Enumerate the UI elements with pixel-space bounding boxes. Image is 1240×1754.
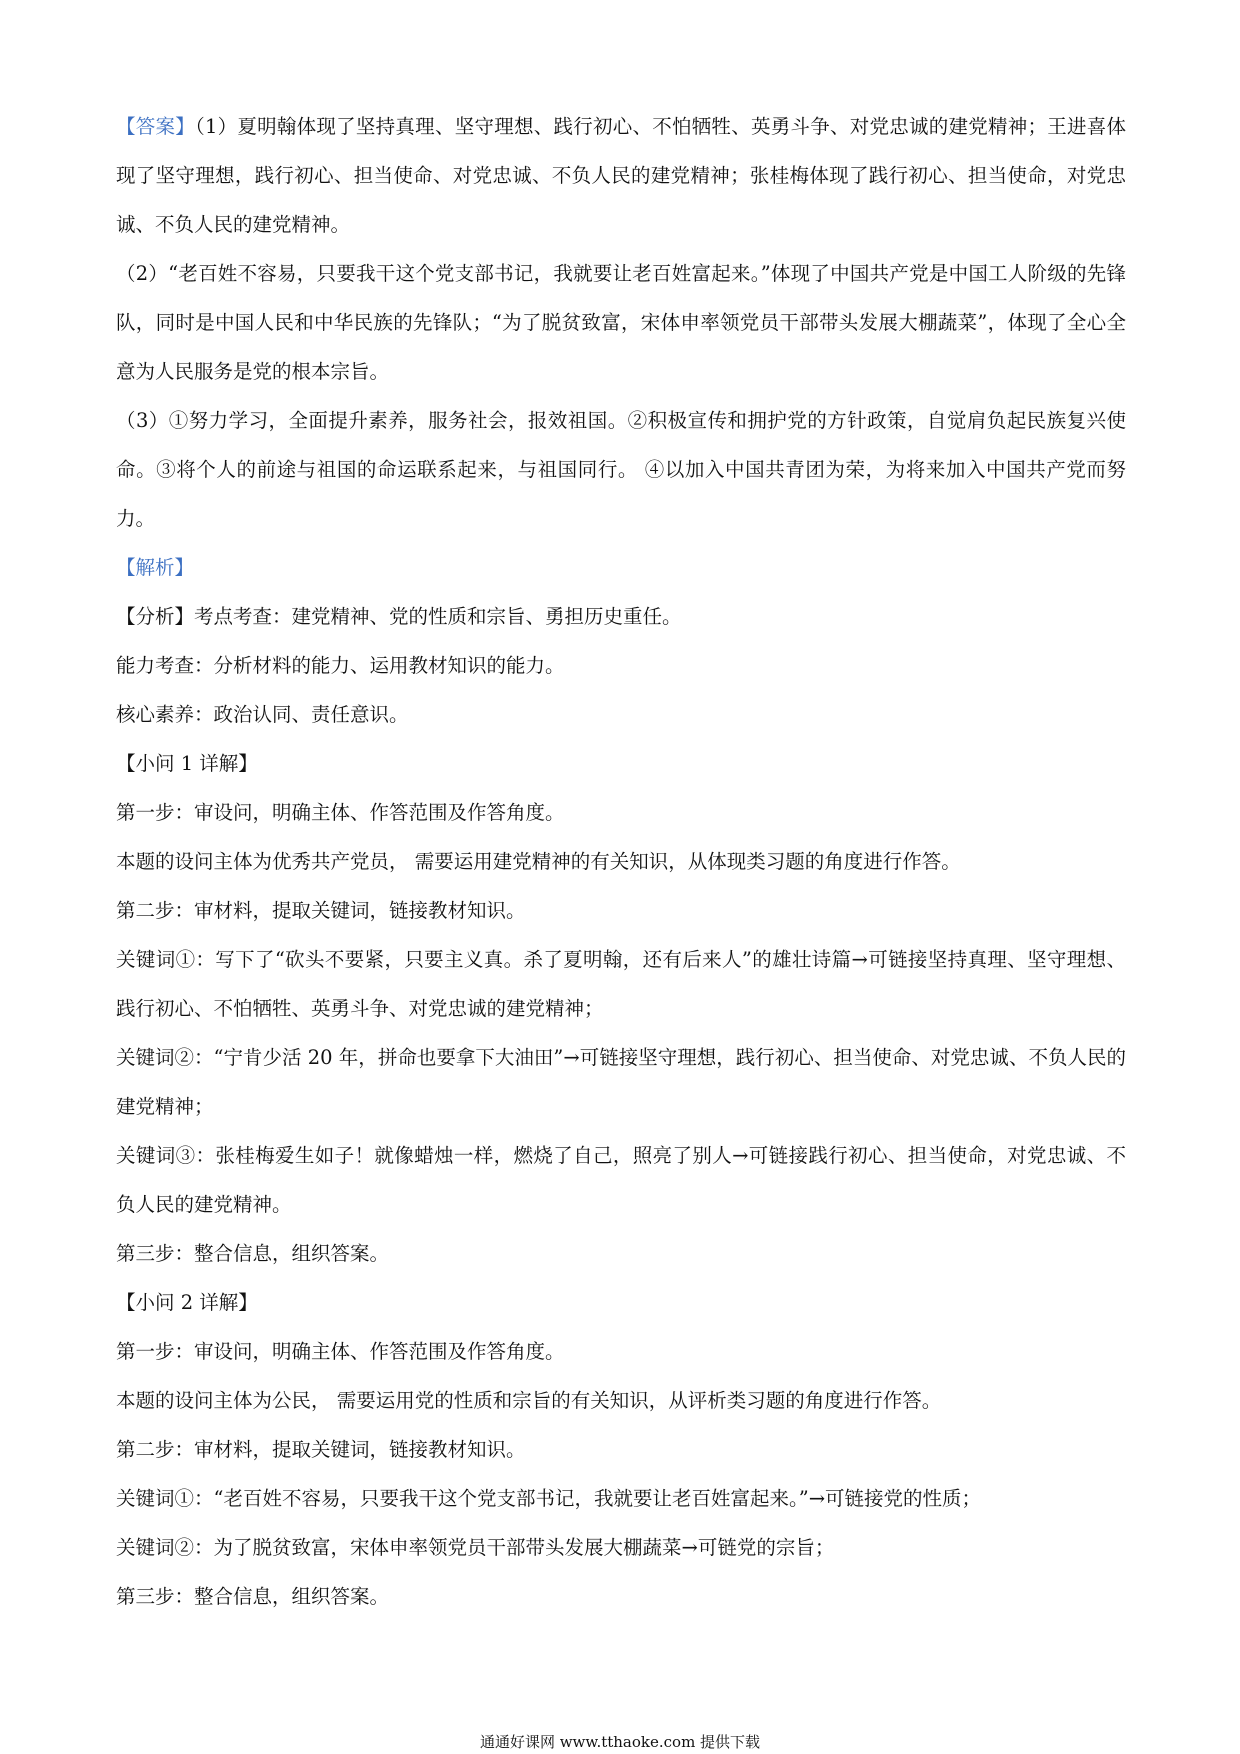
- analysis-line: 第三步：整合信息，组织答案。: [116, 1242, 390, 1265]
- answer-label: 【答案】: [116, 115, 196, 138]
- analysis-line: 第一步：审设问，明确主体、作答范围及作答角度。: [116, 801, 565, 824]
- answer-paragraph-3: （3）①努力学习，全面提升素养，服务社会，报效祖国。②积极宣传和拥护党的方针政策，自觉肩负起民族复兴使命。③将个人的前途与祖国的命运联系起来，与祖国同行。 ④以加入中国共青团为荣，为将来加入中国共产党而努力。: [116, 409, 1126, 530]
- document-body: [116, 102, 1126, 1621]
- analysis-line: 核心素养：政治认同、责任意识。: [116, 703, 409, 726]
- keyword-line: 关键词③：张桂梅爱生如子！就像蜡烛一样，燃烧了自己，照亮了别人→可链接践行初心、担当使命，对党忠诚、不负人民的建党精神。: [116, 1144, 1126, 1216]
- analysis-line: 第二步：审材料，提取关键词，链接教材知识。: [116, 1438, 526, 1461]
- analysis-line: 第三步：整合信息，组织答案。: [116, 1585, 390, 1608]
- analysis-line: 第一步：审设问，明确主体、作答范围及作答角度。: [116, 1340, 565, 1363]
- analysis-label: 【解析】: [116, 556, 195, 579]
- keyword-line: 关键词②：为了脱贫致富，宋体申率领党员干部带头发展大棚蔬菜→可链党的宗旨；: [116, 1536, 835, 1559]
- keyword-line: 关键词①：写下了“砍头不要紧，只要主义真。杀了夏明翰，还有后来人”的雄壮诗篇→可链接坚持真理、坚守理想、践行初心、不怕牺牲、英勇斗争、对党忠诚的建党精神；: [116, 948, 1126, 1020]
- page-footer: 通通好课网 www.tthaoke.com 提供下载: [479, 1733, 761, 1751]
- section-heading-q1: 【小问 1 详解】: [116, 752, 258, 775]
- analysis-line: 本题的设问主体为优秀共产党员， 需要运用建党精神的有关知识，从体现类习题的角度进行作答。: [116, 850, 961, 873]
- keyword-line: 关键词①：“老百姓不容易，只要我干这个党支部书记，我就要让老百姓富起来。”→可链接党的性质；: [116, 1487, 982, 1510]
- answer-paragraph-2: （2）“老百姓不容易，只要我干这个党支部书记，我就要让老百姓富起来。”体现了中国共产党是中国工人阶级的先锋队，同时是中国人民和中华民族的先锋队；“为了脱贫致富，宋体申率领党员干部带头发展大棚蔬菜”，体现了全心全意为人民服务是党的根本宗旨。: [116, 262, 1126, 383]
- analysis-line: 能力考查：分析材料的能力、运用教材知识的能力。: [116, 654, 565, 677]
- answer-paragraph-1: [116, 102, 1126, 249]
- analysis-line: 第二步：审材料，提取关键词，链接教材知识。: [116, 899, 526, 922]
- analysis-line: 本题的设问主体为公民， 需要运用党的性质和宗旨的有关知识，从评析类习题的角度进行作答。: [116, 1389, 942, 1412]
- keyword-line: 关键词②：“宁肯少活 20 年，拼命也要拿下大油田”→可链接坚守理想，践行初心、担当使命、对党忠诚、不负人民的建党精神；: [116, 1046, 1126, 1118]
- analysis-line: 【分析】考点考查：建党精神、党的性质和宗旨、勇担历史重任。: [116, 605, 682, 628]
- section-heading-q2: 【小问 2 详解】: [116, 1291, 258, 1314]
- answer-text-1: （1）夏明翰体现了坚持真理、坚守理想、践行初心、不怕牺牲、英勇斗争、对党忠诚的建党精神；王进喜体现了坚守理想，践行初心、担当使命、对党忠诚、不负人民的建党精神；张桂梅体现了践行初心、担当使命，对党忠诚、不负人民的建党精神。: [116, 115, 1126, 236]
